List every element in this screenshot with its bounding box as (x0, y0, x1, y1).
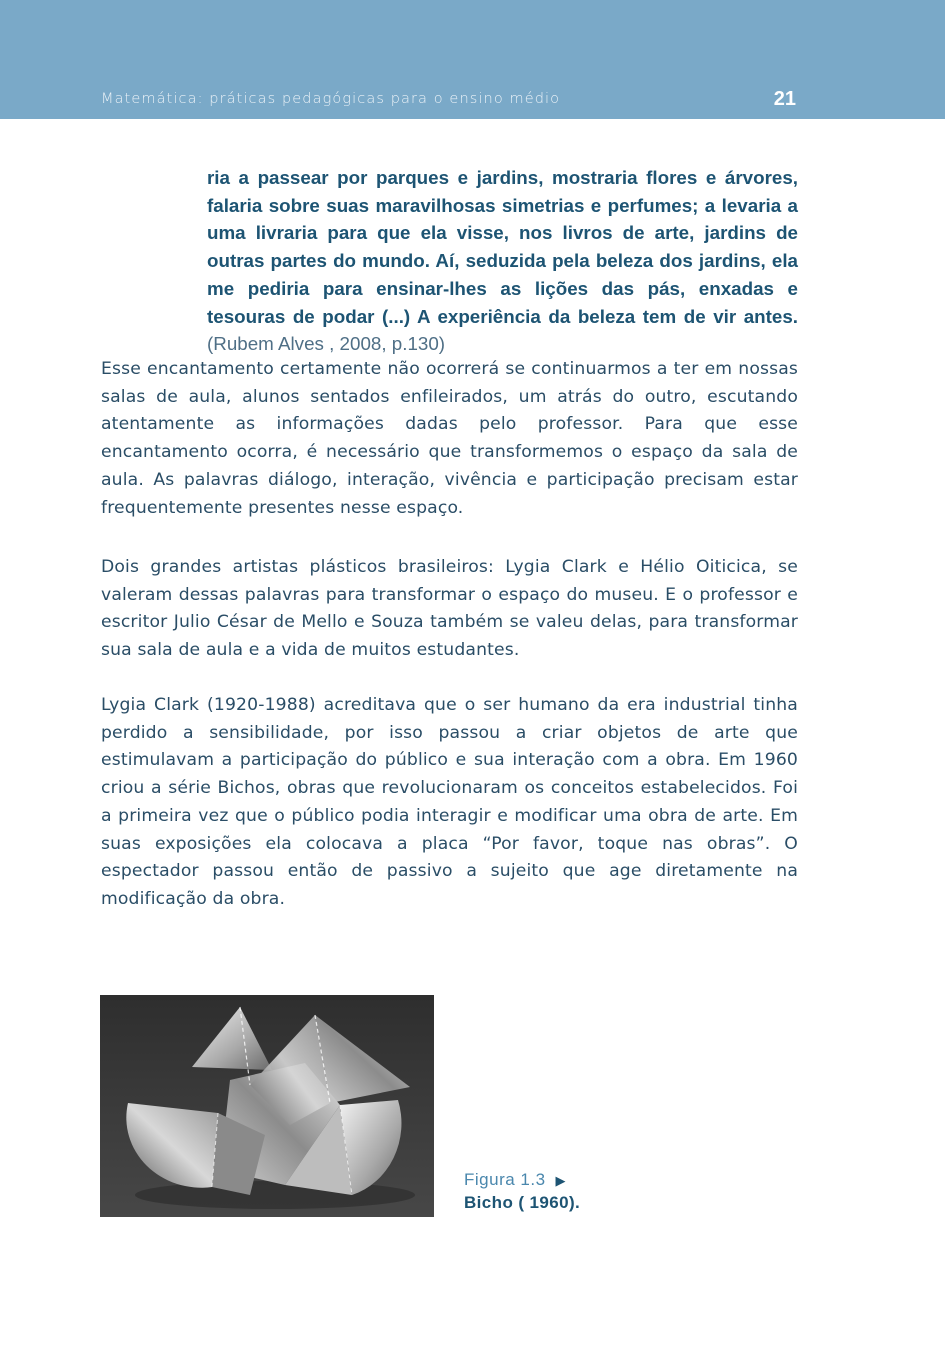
quote-text: ria a passear por parques e jardins, mostraria flores e árvores, falaria sobre suas maravilhosas simetrias e perfumes; a levaria a uma livraria para que ela visse, nos livros de arte, jardins de outras partes do mundo. Aí, seduzida pela beleza dos jardins, ela me pediria para ensinar-lhes as lições das pás, enxadas e tesouras de podar (...) A experiência da beleza tem de vir antes. (207, 167, 798, 327)
bicho-sculpture-image (100, 995, 434, 1217)
figure-label: Figura 1.3 (464, 1170, 546, 1189)
figure-bicho-photo (100, 995, 434, 1217)
quote-citation: (Rubem Alves , 2008, p.130) (207, 333, 446, 355)
figure-caption-text: Bicho ( 1960). (464, 1193, 581, 1212)
figure-caption (464, 1170, 580, 1213)
paragraph: Dois grandes artistas plásticos brasileiros: Lygia Clark e Hélio Oiticica, se valeram dessas palavras para transformar o espaço do museu. E o professor e escritor Julio César de Mello e Souza também se valeu delas, para transformar sua sala de aula e a vida de muitos estudantes. (101, 557, 798, 661)
running-title: Matemática: práticas pedagógicas para o ensino médio (101, 91, 561, 107)
paragraph: Lygia Clark (1920-1988) acreditava que o ser humano da era industrial tinha perdido a sensibilidade, por isso passou a criar objetos de arte que estimulavam a participação do público e sua interação com a obra. Em 1960 criou a série Bichos, obras que revolucionaram os conceitos estabelecidos. Foi a primeira vez que o público podia interagir e modificar uma obra de arte. Em suas exposições ela colocava a placa “Por favor, toque nas obras”. O espectador passou então de passivo a sujeito que age diretamente na modificação da obra. (101, 695, 798, 909)
block-quote (207, 164, 798, 358)
play-triangle-icon: ▶ (555, 1173, 566, 1188)
page-number: 21 (773, 88, 796, 110)
paragraph: Esse encantamento certamente não ocorrerá se continuarmos a ter em nossas salas de aula, alunos sentados enfileirados, um atrás do outro, escutando atentamente as informações dadas pelo professor. Para que esse encantamento ocorra, é necessário que transformemos o espaço da sala de aula. As palavras diálogo, interação, vivência e participação precisam estar frequentemente presentes nesse espaço. (101, 359, 798, 518)
page-header (0, 0, 945, 119)
